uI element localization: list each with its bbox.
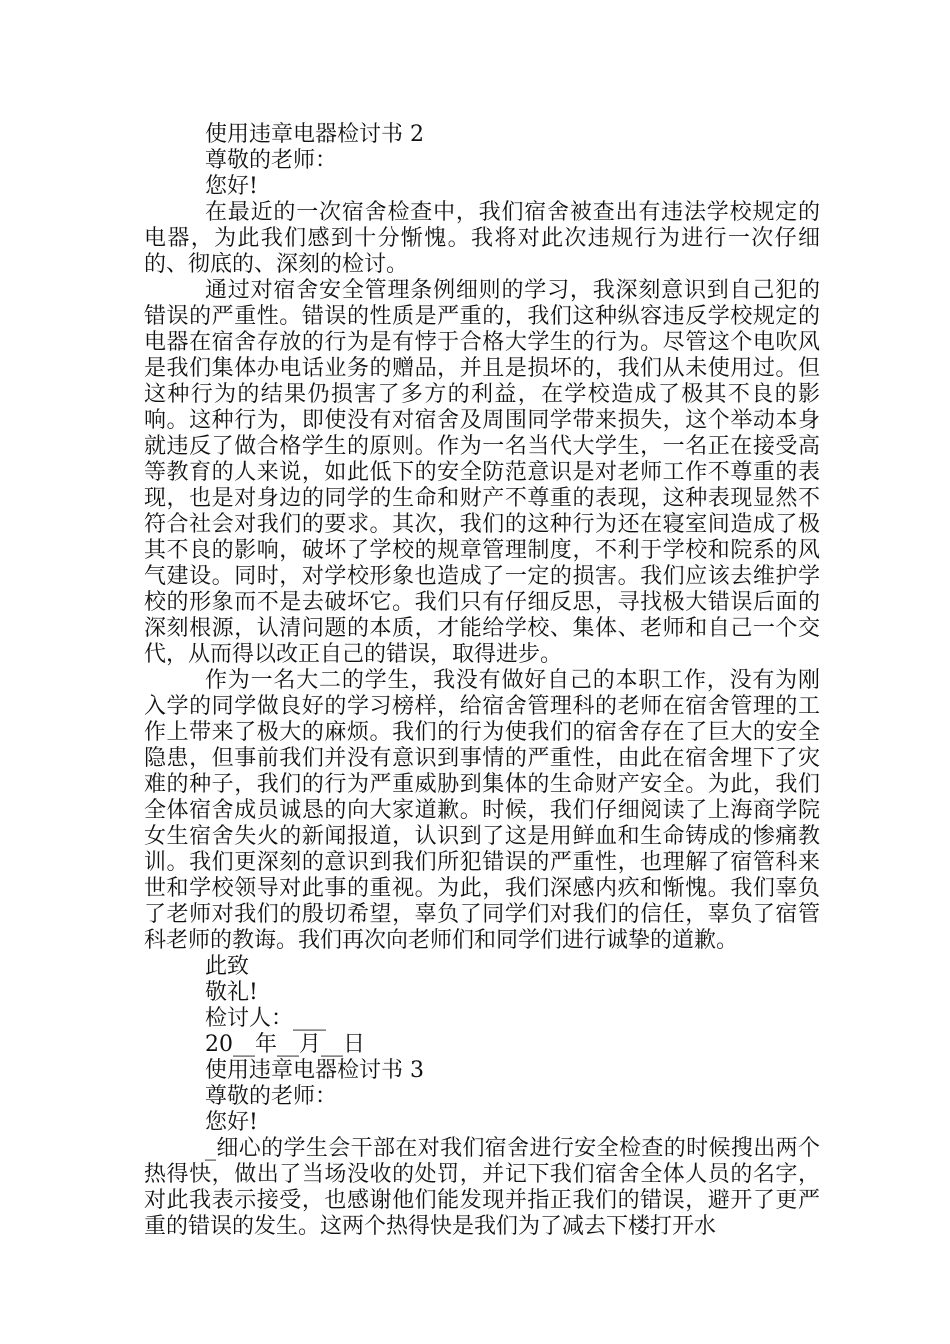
salutation: 尊敬的老师： — [205, 148, 338, 173]
body-paragraph: 在最近的一次宿舍检查中，我们宿舍被查出有违法学校规定的电器，为此我们感到十分惭愧。我将对此次违规行为进行一次仔细的、彻底的、深刻的检讨。 — [144, 200, 820, 277]
body-paragraph: 通过对宿舍安全管理条例细则的学习，我深刻意识到自己犯的错误的严重性。错误的性质是严重的，我们这种纵容违反学校规定的电器在宿舍存放的行为是有悖于合格大学生的行为。尽管这个电吹风是我们集体办电话业务的赠品，并且是损坏的，我们从未使用过。但这种行为的结果仍损害了多方的利益，在学校造成了极其不良的影响。这种行为，即使没有对宿舍及周围同学带来损失，这个举动本身就违反了做合格学生的原则。作为一名当代大学生，一名正在接受高等教育的人来说，如此低下的安全防范意识是对老师工作不尊重的表现，也是对身边的同学的生命和财产不尊重的表现，这种表现显然不符合社会对我们的要求。其次，我们的这种行为还在寝室间造成了极其不良的影响，破坏了学校的规章管理制度，不利于学校和院系的风气建设。同时，对学校形象也造成了一定的损害。我们应该去维护学校的形象而不是去破坏它。我们只有仔细反思，寻找极大错误后面的深刻根源，认清问题的本质，才能给学校、集体、老师和自己一个交代，从而得以改正自己的错误，取得进步。 — [144, 278, 820, 667]
signer-line: 检讨人：___ — [205, 1006, 327, 1031]
greeting: 您好! — [205, 1110, 258, 1135]
greeting: 您好! — [205, 174, 258, 199]
closing-line: 敬礼! — [205, 980, 258, 1005]
salutation: 尊敬的老师： — [205, 1084, 338, 1109]
body-paragraph: _细心的学生会干部在对我们宿舍进行安全检查的时候搜出两个热得快，做出了当场没收的处罚，并记下我们宿舍全体人员的名字，对此我表示接受，也感谢他们能发现并指正我们的错误，避开了更严重的错误的发生。这两个热得快是我们为了减去下楼打开水 — [144, 1136, 820, 1239]
date-line: 20__年__月__日 — [205, 1032, 365, 1057]
body-paragraph: 作为一名大二的学生，我没有做好自己的本职工作，没有为刚入学的同学做良好的学习榜样，给宿舍管理科的老师在宿舍管理的工作上带来了极大的麻烦。我们的行为使我们的宿舍存在了巨大的安全隐患，但事前我们并没有意识到事情的严重性，由此在宿舍埋下了灾难的种子，我们的行为严重威胁到集体的生命财产安全。为此，我们全体宿舍成员诚恳的向大家道歉。时候，我们仔细阅读了上海商学院女生宿舍失火的新闻报道，认识到了这是用鲜血和生命铸成的惨痛教训。我们更深刻的意识到我们所犯错误的严重性，也理解了宿管科来世和学校领导对此事的重视。为此，我们深感内疚和惭愧。我们辜负了老师对我们的殷切希望，辜负了同学们对我们的信任，辜负了宿管科老师的教诲。我们再次向老师们和同学们进行诚挚的道歉。 — [144, 668, 820, 953]
letter-title: 使用违章电器检讨书 2 — [205, 122, 424, 147]
letter-title: 使用违章电器检讨书 3 — [205, 1058, 424, 1083]
closing-line: 此致 — [205, 954, 250, 979]
document-body — [144, 122, 820, 1240]
